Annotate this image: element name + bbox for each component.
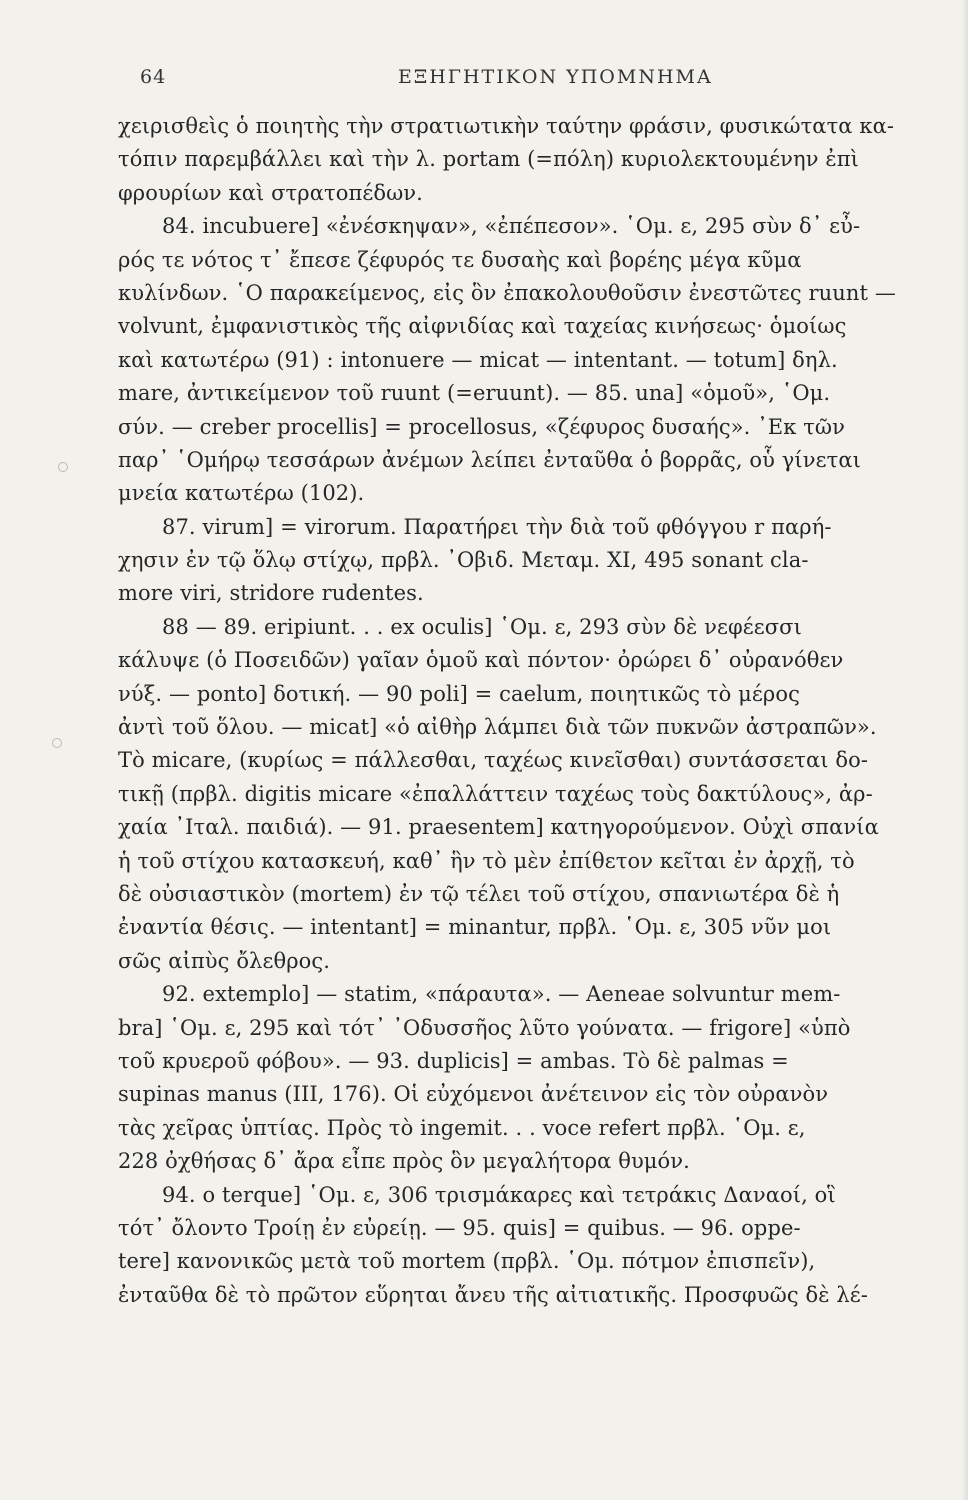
text-line: ρός τε νότος τ᾽ ἔπεσε ζέφυρός τε δυσαὴς καὶ βορέης μέγα κῦμα [118, 247, 802, 272]
text-line: τικῇ (πρβλ. digitis micare «ἐπαλλάττειν ταχέως τοὺς δακτύλους», ἀρ- [118, 781, 873, 806]
text-line: δὲ οὐσιαστικὸν (mortem) ἐν τῷ τέλει τοῦ στίχου, σπανιωτέρα δὲ ἡ [118, 881, 840, 906]
paper-spot-mark [58, 462, 68, 472]
text-line: τόπιν παρεμβάλλει καὶ τὴν λ. portam (=πόλη) κυριολεκτουμένην ἐπὶ [118, 147, 859, 172]
text-line: κάλυψε (ὁ Ποσειδῶν) γαῖαν ὁμοῦ καὶ πόντον· ὀρώρει δ᾽ οὐρανόθεν [118, 648, 844, 673]
page-edge-shadow [962, 0, 968, 1500]
text-line: τὰς χεῖρας ὑπτίας. Πρὸς τὸ ingemit. . . voce refert πρβλ. ῾Ομ. ε, [118, 1115, 806, 1140]
text-line: more viri, stridore rudentes. [118, 581, 424, 606]
text-line: χαία ᾿Ιταλ. παιδιά). — 91. praesentem] κατηγορούμενον. Οὐχὶ σπανία [118, 815, 879, 840]
text-line: ἀντὶ τοῦ ὅλου. — micat] «ὁ αἰθὴρ λάμπει διὰ τῶν πυκνῶν ἀστραπῶν». [118, 715, 877, 740]
text-line: καὶ κατωτέρω (91) : intonuere — micat — intentant. — totum] δηλ. [118, 347, 838, 372]
text-line: tere] κανονικῶς μετὰ τοῦ mortem (πρβλ. ῾Ομ. πότμον ἐπισπεῖν), [118, 1249, 816, 1274]
text-line: Τὸ micare, (κυρίως = πάλλεσθαι, ταχέως κινεῖσθαι) συντάσσεται δο- [118, 748, 869, 773]
text-line: χειρισθεὶς ὁ ποιητὴς τὴν στρατιωτικὴν ταύτην φράσιν, φυσικώτατα κα- [118, 114, 895, 138]
text-line: χησιν ἐν τῷ ὅλῳ στίχῳ, πρβλ. ᾿Οβιδ. Μεταμ. XI, 495 sonant cla- [118, 548, 809, 573]
text-line: 228 ὀχθήσας δ᾽ ἄρα εἶπε πρὸς ὃν μεγαλήτορα θυμόν. [118, 1149, 690, 1174]
page-header [118, 66, 946, 96]
text-line: mare, ἀντικείμενον τοῦ ruunt (=eruunt). — 85. una] «ὁμοῦ», ῾Ομ. [118, 381, 831, 406]
paper-spot-mark [52, 738, 62, 748]
text-line: φρουρίων καὶ στρατοπέδων. [118, 180, 423, 205]
text-line: ἐναντία θέσις. — intentant] = minantur, πρβλ. ῾Ομ. ε, 305 νῦν μοι [118, 915, 832, 940]
text-line: supinas manus (III, 176). Οἱ εὐχόμενοι ἀνέτεινον εἰς τὸν οὐρανὸν [118, 1082, 829, 1107]
text-line: μνεία κατωτέρω (102). [118, 481, 365, 506]
text-line: κυλίνδων. ῾Ο παρακείμενος, εἰς ὃν ἐπακολουθοῦσιν ἐνεστῶτες ruunt — [118, 280, 896, 305]
text-line: παρ᾽ ῾Ομήρῳ τεσσάρων ἀνέμων λείπει ἐνταῦθα ὁ βορρᾶς, οὗ γίνεται [118, 447, 861, 472]
text-line: σῶς αἰπὺς ὄλεθρος. [118, 948, 331, 973]
text-line: τοῦ κρυεροῦ φόβου». — 93. duplicis] = ambas. Τὸ δὲ palmas = [118, 1048, 789, 1073]
text-line: 92. extemplo] — statim, «πάραυτα». — Aeneae solvuntur mem- [162, 982, 841, 1007]
text-line: volvunt, ἐμφανιστικὸς τῆς αἰφνιδίας καὶ ταχείας κινήσεως· ὁμοίως [118, 314, 847, 339]
text-line: 84. incubuere] «ἐνέσκηψαν», «ἐπέπεσον». ῾Ομ. ε, 295 σὺν δ᾽ εὖ- [162, 214, 861, 239]
commentary-text [118, 110, 946, 1312]
text-line: 87. virum] = virorum. Παρατήρει τὴν διὰ τοῦ φθόγγου r παρή- [162, 514, 832, 539]
running-title: ΕΞΗΓΗΤΙΚΟΝ ΥΠΟΜΝΗΜΑ [398, 66, 713, 88]
text-line: bra] ῾Ομ. ε, 295 καὶ τότ᾽ ᾿Οδυσσῆος λῦτο γούνατα. — frigore] «ὑπὸ [118, 1015, 851, 1040]
text-line: τότ᾽ ὄλοντο Τροίῃ ἐν εὐρείῃ. — 95. quis] = quibus. — 96. oppe- [118, 1215, 801, 1240]
text-line: 88 — 89. eripiunt. . . ex oculis] ῾Ομ. ε, 293 σὺν δὲ νεφέεσσι [162, 614, 802, 639]
text-line: νύξ. — ponto] δοτική. — 90 poli] = caelum, ποιητικῶς τὸ μέρος [118, 681, 800, 706]
text-line: 94. o terque] ῾Ομ. ε, 306 τρισμάκαρες καὶ τετράκις Δαναοί, οἳ [162, 1182, 836, 1207]
text-line: σύν. — creber procellis] = procellosus, «ζέφυρος δυσαής». ᾿Εκ τῶν [118, 414, 846, 439]
page-number: 64 [140, 66, 167, 88]
text-line: ἐνταῦθα δὲ τὸ πρῶτον εὕρηται ἄνευ τῆς αἰτιατικῆς. Προσφυῶς δὲ λέ- [118, 1282, 868, 1307]
text-line: ἡ τοῦ στίχου κατασκευή, καθ᾽ ἣν τὸ μὲν ἐπίθετον κεῖται ἐν ἀρχῇ, τὸ [118, 848, 855, 873]
